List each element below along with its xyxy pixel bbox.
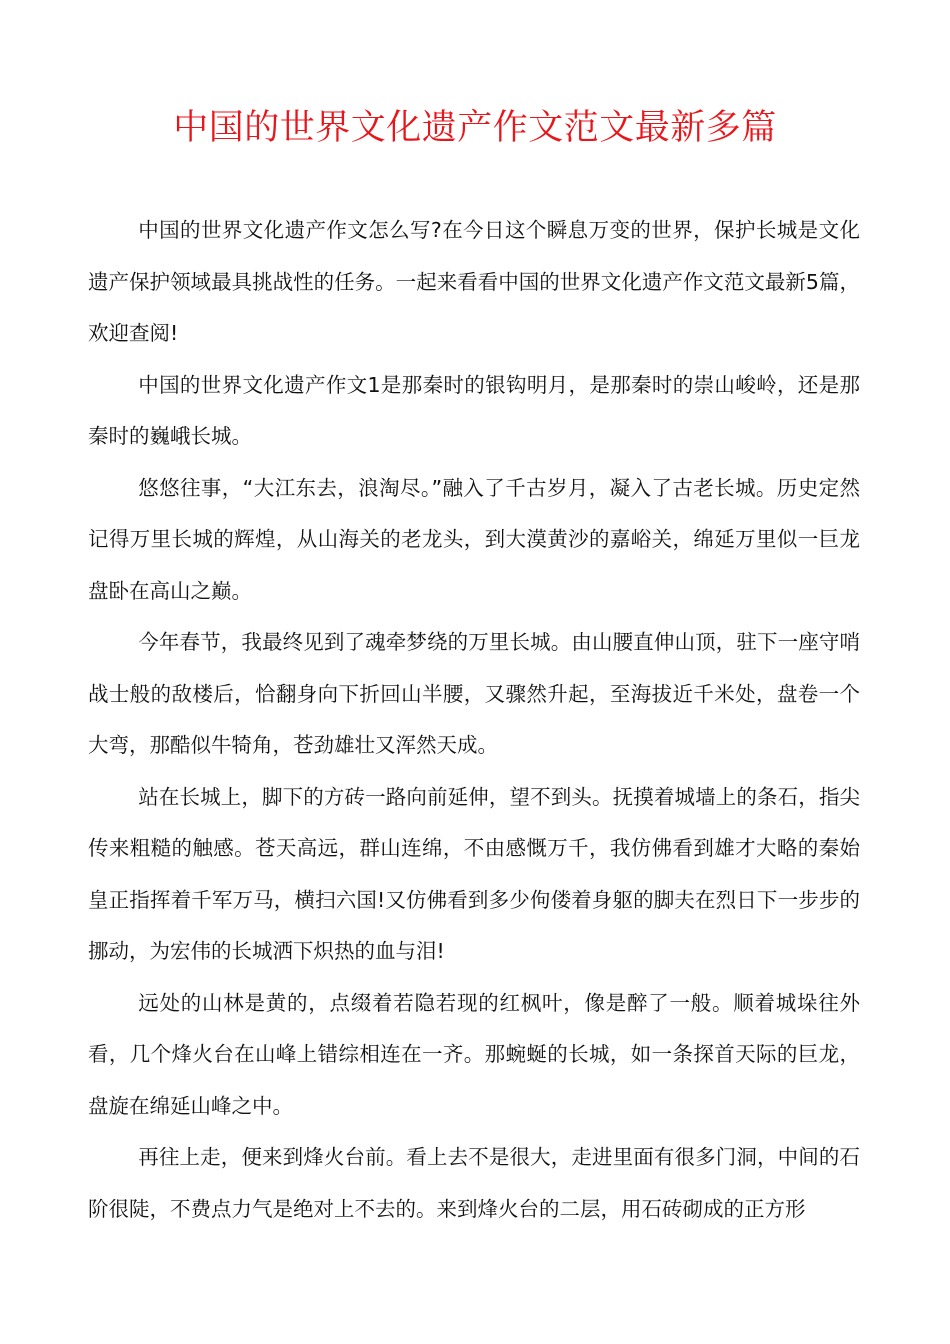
paragraph: 今年春节，我最终见到了魂牵梦绕的万里长城。由山腰直伸山顶，驻下一座守哨战士般的敌楼后，恰翻身向下折回山半腰，又骤然升起，至海拔近千米处，盘卷一个大弯，那酷似牛犄角，苍劲雄壮又浑然天成。 [88, 630, 860, 757]
paragraph: 悠悠往事，“大江东去，浪淘尽。”融入了千古岁月，凝入了古老长城。历史定然记得万里长城的辉煌，从山海关的老龙头，到大漠黄沙的嘉峪关，绵延万里似一巨龙盘卧在高山之巅。 [88, 475, 860, 603]
paragraph: 中国的世界文化遗产作文1是那秦时的银钩明月，是那秦时的崇山峻岭，还是那秦时的巍峨长城。 [88, 372, 860, 448]
paragraph: 再往上走，便来到烽火台前。看上去不是很大，走进里面有很多门洞，中间的石阶很陡，不费点力气是绝对上不去的。来到烽火台的二层，用石砖砌成的正方形 [88, 1145, 860, 1221]
paragraph: 远处的山林是黄的，点缀着若隐若现的红枫叶，像是醉了一般。顺着城垛往外看，几个烽火台在山峰上错综相连在一齐。那蜿蜒的长城，如一条探首天际的巨龙，盘旋在绵延山峰之中。 [88, 990, 860, 1118]
paragraph: 站在长城上，脚下的方砖一路向前延伸，望不到头。抚摸着城墙上的条石，指尖传来粗糙的触感。苍天高远，群山连绵，不由感慨万千，我仿佛看到雄才大略的秦始皇正指挥着千军万马，横扫六国!又仿佛看到多少佝偻着身躯的脚夫在烈日下一步步的挪动，为宏伟的长城洒下炽热的血与泪! [88, 784, 860, 963]
document-title: 中国的世界文化遗产作文范文最新多篇 [173, 108, 777, 148]
paragraph-intro: 中国的世界文化遗产作文怎么写?在今日这个瞬息万变的世界，保护长城是文化遗产保护领域最具挑战性的任务。一起来看看中国的世界文化遗产作文范文最新5篇，欢迎查阅! [88, 218, 860, 345]
document-body [88, 205, 860, 1235]
